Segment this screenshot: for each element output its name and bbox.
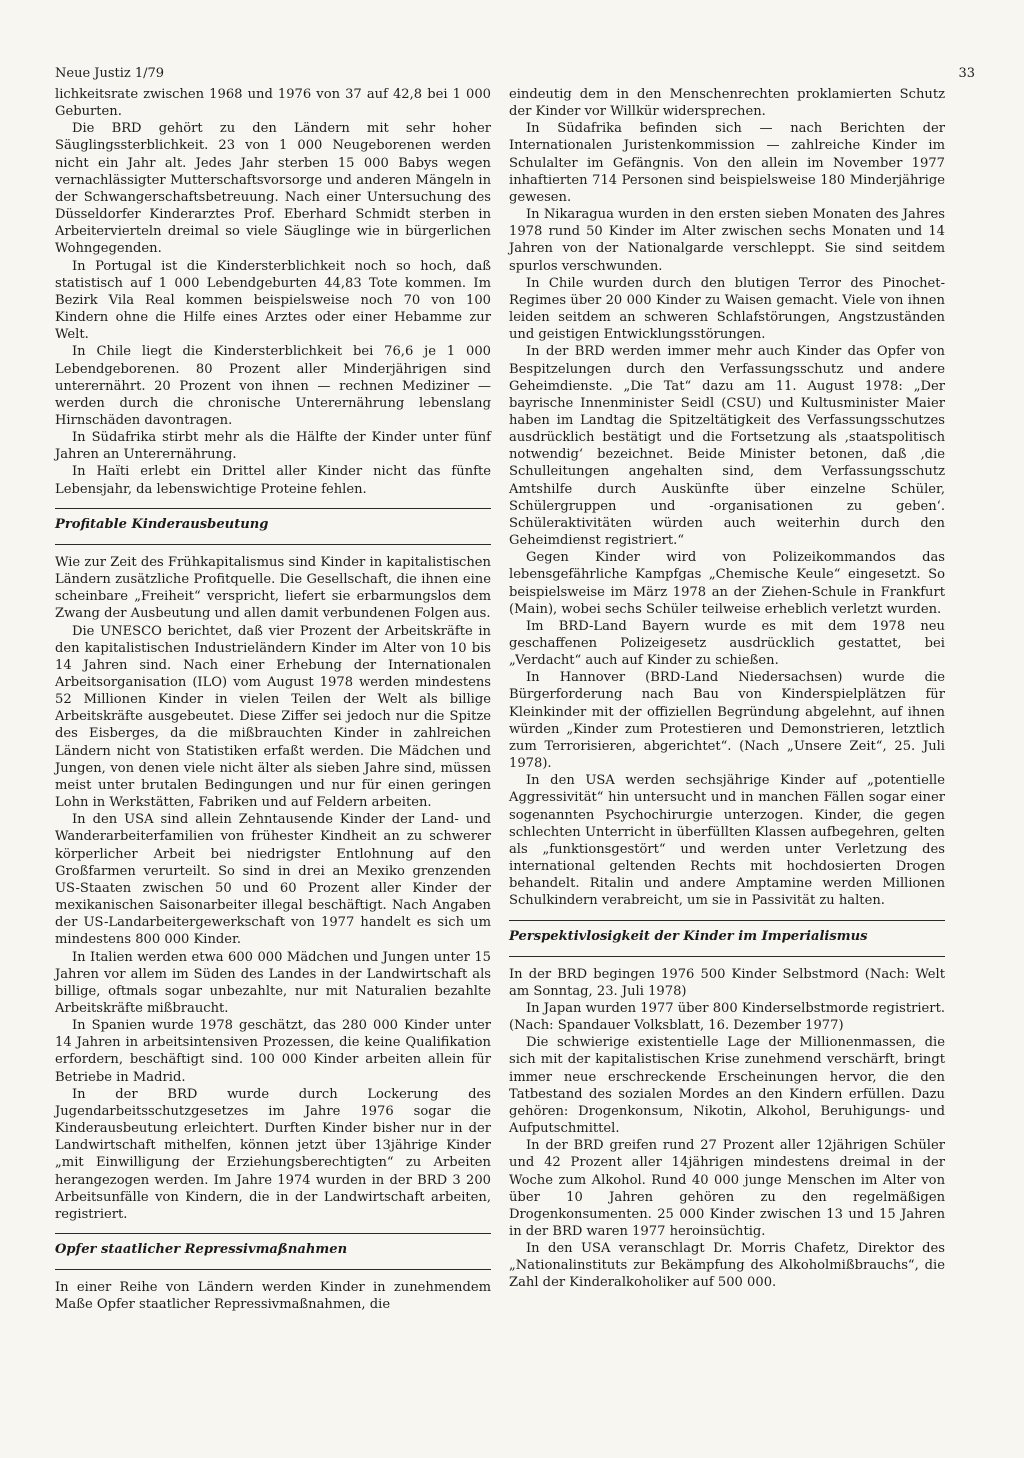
paragraph: In Japan wurden 1977 über 800 Kinderselbstmorde registriert. (Nach: Spandauer Volksblatt, 16. Dezember 1977): [509, 1000, 945, 1034]
left-column: [55, 86, 491, 1313]
paragraph: In Hannover (BRD-Land Niedersachsen) wurde die Bürgerforderung nach Bau von Kinderspielplätzen für Kleinkinder mit der offiziellen Begründung abgelehnt, auf ihnen würden „Kinder zum Protestieren und Demonstrieren, letztlich zum Terrorisieren, abgerichtet“. (Nach „Unsere Zeit“, 25. Juli 1978).: [509, 670, 945, 772]
paragraph: eindeutig dem in den Menschenrechten proklamierten Schutz der Kinder vor Willkür widersprechen.: [509, 87, 945, 120]
paragraph: Die schwierige existentielle Lage der Millionenmassen, die sich mit der kapitalistischen Krise zunehmend verschärft, bringt immer neue erschreckende Erscheinungen hervor, die den Tatbestand des sozialen Mordes an den Kindern erfüllen. Dazu gehören: Drogenkonsum, Nikotin, Alkohol, Beruhigungs- und Aufputschmittel.: [509, 1035, 945, 1137]
paragraph: In der BRD wurde durch Lockerung des Jugendarbeitsschutzgesetzes im Jahre 1976 sogar die Kinderausbeutung erleichtert. Durften Kinder bisher nur in der Landwirtschaft mithelfen, können jetzt über 13jährige Kinder „mit Einwilligung der Erziehungsberechtigten“ zu Arbeiten herangezogen werden. Im Jahre 1974 wurden in der BRD 3 200 Arbeitsunfälle von Kindern, die in der Landwirtschaft arbeiten, registriert.: [55, 1086, 491, 1222]
paragraph: Die UNESCO berichtet, daß vier Prozent der Arbeitskräfte in den kapitalistischen Industrieländern Kinder im Alter von 10 bis 14 Jahren sind. Nach einer Erhebung der Internationalen Arbeitsorganisation (ILO) vom August 1978 werden mindestens 52 Millionen Kinder in vielen Teilen der Welt als billige Arbeitskräfte ausgebeutet. Diese Ziffer sei jedoch nur die Spitze des Eisberges, da die mißbrauchten Kinder in zahlreichen Ländern nicht von Statistiken erfaßt werden. Die Mädchen und Jungen, von denen viele nicht älter als sieben Jahre sind, müssen meist unter brutalen Bedingungen und nur für einen geringen Lohn in Werkstätten, Fabriken und auf Feldern arbeiten.: [55, 623, 491, 811]
paragraph: In den USA veranschlagt Dr. Morris Chafetz, Direktor des „Nationalinstituts zur Bekämpfung des Alkoholmißbrauchs“, die Zahl der Kinderalkoholiker auf 500 000.: [509, 1241, 945, 1291]
paragraph: In der BRD begingen 1976 500 Kinder Selbstmord (Nach: Welt am Sonntag, 23. Juli 1978): [509, 966, 945, 999]
right-column: [509, 86, 945, 1292]
paragraph: In Haïti erlebt ein Drittel aller Kinder nicht das fünfte Lebensjahr, da lebenswichtige Proteine fehlen.: [55, 464, 491, 497]
paragraph: Gegen Kinder wird von Polizeikommandos das lebensgefährliche Kampfgas „Chemische Keule“ eingesetzt. So beispielsweise im März 1978 an der Ziehen-Schule in Frankfurt (Main), wobei sechs Schüler teilweise erheblich verletzt wurden.: [509, 550, 945, 617]
running-head: [55, 66, 975, 81]
section-heading-perspektivlosigkeit: Perspektivlosigkeit der Kinder im Imperialismus: [509, 920, 945, 957]
paragraph: lichkeitsrate zwischen 1968 und 1976 von 37 auf 42,8 bei 1 000 Geburten.: [55, 87, 491, 120]
paragraph: In den USA sind allein Zehntausende Kinder der Land- und Wanderarbeiterfamilien von frühester Kindheit an zu schwerer körperlicher Arbeit bei niedrigster Entlohnung auf den Großfarmen verurteilt. So sind in drei an Mexiko grenzenden US-Staaten zwischen 50 und 60 Prozent aller Kinder der mexikanischen Saisonarbeiter illegal beschäftigt. Nach Angaben der US-Landarbeitergewerkschaft von 1977 handelt es sich um mindestens 800 000 Kinder.: [55, 812, 491, 948]
section-heading-profitable-kinderausbeutung: Profitable Kinderausbeutung: [55, 508, 491, 545]
paragraph: In den USA werden sechsjährige Kinder auf „potentielle Aggressivität“ hin untersucht und in manchen Fällen sogar einer sogenannten Psychochirurgie unterzogen. Kinder, die gegen schlechten Unterricht in überfüllten Klassen aufbegehren, gelten als „funktionsgestört“ und werden unter Verletzung des international geltenden Rechts mit hochdosierten Drogen behandelt. Ritalin und andere Amptamine werden Millionen Schulkindern verabreicht, um sie in Passivität zu halten.: [509, 773, 945, 909]
paragraph: In Chile wurden durch den blutigen Terror des Pinochet-Regimes über 20 000 Kinder zu Waisen gemacht. Viele von ihnen leiden seitdem an schweren Schlafstörungen, Angstzuständen und geistigen Entwicklungsstörungen.: [509, 275, 945, 343]
paragraph: In der BRD werden immer mehr auch Kinder das Opfer von Bespitzelungen durch den Verfassungsschutz und andere Geheimdienste. „Die Tat“ dazu am 11. August 1978: „Der bayrische Innenminister Seidl (CSU) und Kultusminister Maier haben im Landtag die Spitzeltätigkeit des Verfassungsschutzes ausdrücklich bestätigt und die Fortsetzung als ‚staatspolitisch notwendig‘ bezeichnet. Beide Minister betonen, daß ‚die Schulleitungen angehalten sind, dem Verfassungsschutz Amtshilfe durch Auskünfte über einzelne Schüler, Schülergruppen und -organisationen zu geben‘. Schüleraktivitäten würden auch weiterhin durch den Geheimdienst registriert.“: [509, 344, 945, 549]
journal-title: Neue Justiz 1/79: [55, 66, 165, 81]
paragraph: In Nikaragua wurden in den ersten sieben Monaten des Jahres 1978 rund 50 Kinder im Alter zwischen sechs Monaten und 14 Jahren von der Nationalgarde verschleppt. Sie sind seitdem spurlos verschwunden.: [509, 207, 945, 274]
paragraph: In Südafrika stirbt mehr als die Hälfte der Kinder unter fünf Jahren an Unterernährung.: [55, 430, 491, 463]
paragraph: In Spanien wurde 1978 geschätzt, das 280 000 Kinder unter 14 Jahren in arbeitsintensiven Prozessen, die keine Qualifikation erfordern, beschäftigt sind. 100 000 Kinder arbeiten allein für Betriebe in Madrid.: [55, 1018, 491, 1085]
paragraph: In einer Reihe von Ländern werden Kinder in zunehmendem Maße Opfer staatlicher Repressivmaßnahmen, die: [55, 1280, 491, 1313]
paragraph: In der BRD greifen rund 27 Prozent aller 12jährigen Schüler und 42 Prozent aller 14jährigen mindestens dreimal in der Woche zum Alkohol. Rund 40 000 junge Menschen im Alter von über 10 Jahren gehören zu den regelmäßigen Drogenkonsumenten. 25 000 Kinder zwischen 13 und 15 Jahren in der BRD waren 1977 heroinsüchtig.: [509, 1138, 945, 1239]
paragraph: In Südafrika befinden sich — nach Berichten der Internationalen Juristenkommission — zahlreiche Kinder im Schulalter im Gefängnis. Von den allein im November 1977 inhaftierten 714 Personen sind beispielsweise 180 Minderjährige gewesen.: [509, 121, 945, 205]
paragraph: In Italien werden etwa 600 000 Mädchen und Jungen unter 15 Jahren vor allem im Süden des Landes in der Landwirtschaft als billige, oftmals sogar unbezahlte, nur mit Naturalien bezahlte Arbeitskräfte mißbraucht.: [55, 949, 491, 1016]
section-heading-opfer-repressivmassnahmen: Opfer staatlicher Repressivmaßnahmen: [55, 1233, 491, 1270]
paragraph: Wie zur Zeit des Frühkapitalismus sind Kinder in kapitalistischen Ländern zusätzliche Profitquelle. Die Gesellschaft, die ihnen eine scheinbare „Freiheit“ verspricht, liefert sie erbarmungslos dem Zwang der Ausbeutung und allen damit verbundenen Folgen aus.: [55, 554, 491, 622]
paragraph: In Portugal ist die Kindersterblichkeit noch so hoch, daß statistisch auf 1 000 Lebendgeburten 44,83 Tote kommen. Im Bezirk Vila Real kommen beispielsweise noch 70 von 100 Kindern ohne die Hilfe eines Arztes oder einer Hebamme zur Welt.: [55, 258, 491, 343]
page-number: 33: [958, 66, 975, 81]
paragraph: In Chile liegt die Kindersterblichkeit bei 76,6 je 1 000 Lebendgeborenen. 80 Prozent aller Minderjährigen sind unterernährt. 20 Prozent von ihnen — rechnen Mediziner — werden durch die chronische Unterernährung lebenslang Hirnschäden davontragen.: [55, 344, 491, 428]
paragraph: Die BRD gehört zu den Ländern mit sehr hoher Säuglingssterblichkeit. 23 von 1 000 Neugeborenen werden nicht ein Jahr alt. Jedes Jahr sterben 15 000 Babys wegen vernachlässigter Mutterschaftsvorsorge und anderen Mängeln in der Schwangerschaftsbetreuung. Nach einer Untersuchung des Düsseldorfer Kinderarztes Prof. Eberhard Schmidt sterben in Arbeitervierteln dreimal so viele Säuglinge wie in bürgerlichen Wohngegenden.: [55, 121, 491, 257]
paragraph: Im BRD-Land Bayern wurde es mit dem 1978 neu geschaffenen Polizeigesetz ausdrücklich gestattet, bei „Verdacht“ auch auf Kinder zu schießen.: [509, 618, 945, 669]
